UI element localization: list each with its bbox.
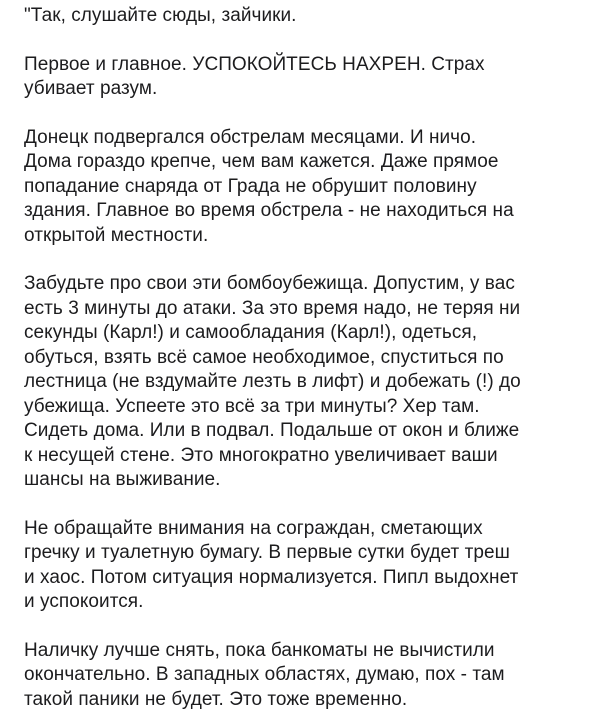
paragraph-cash: Наличку лучше снять, пока банкоматы не вычистили окончательно. В западных областях, думаю, пох - там такой паники не будет. Это тоже временно. <box>24 639 505 710</box>
paragraph-panic-buying: Не обращайте внимания на сограждан, сметающих гречку и туалетную бумагу. В первые сутки будет треш и хаос. Потом ситуация нормализуется. Пипл выдохнет и успокоится. <box>24 517 519 612</box>
message-text-body <box>24 4 584 712</box>
paragraph-calm-down: Первое и главное. УСПОКОЙТЕСЬ НАХРЕН. Страх убивает разум. <box>24 53 485 99</box>
paragraph-greeting: "Так, слушайте сюды, зайчики. <box>24 5 297 26</box>
paragraph-bomb-shelters: Забудьте про свои эти бомбоубежища. Допустим, у вас есть 3 минуты до атаки. За это время надо, не теряя ни секунды (Карл!) и самообладания (Карл!), одеться, обуться, взять всё самое необходимое, спуститься по лестница (не вздумайте лезть в лифт) и добежать (!) до убежища. Успеете это всё за три минуты? Хер там. Сидеть дома. Или в подвал. Подальше от окон и ближе к несущей стене. Это многократно увеличивает ваши шансы на выживание. <box>24 273 521 490</box>
paragraph-donetsk-shelling: Донецк подвергался обстрелам месяцами. И ничо. Дома гораздо крепче, чем вам кажется. Даже прямое попадание снаряда от Града не обрушит половину здания. Главное во время обстрела - не находиться на открытой местности. <box>24 126 514 246</box>
